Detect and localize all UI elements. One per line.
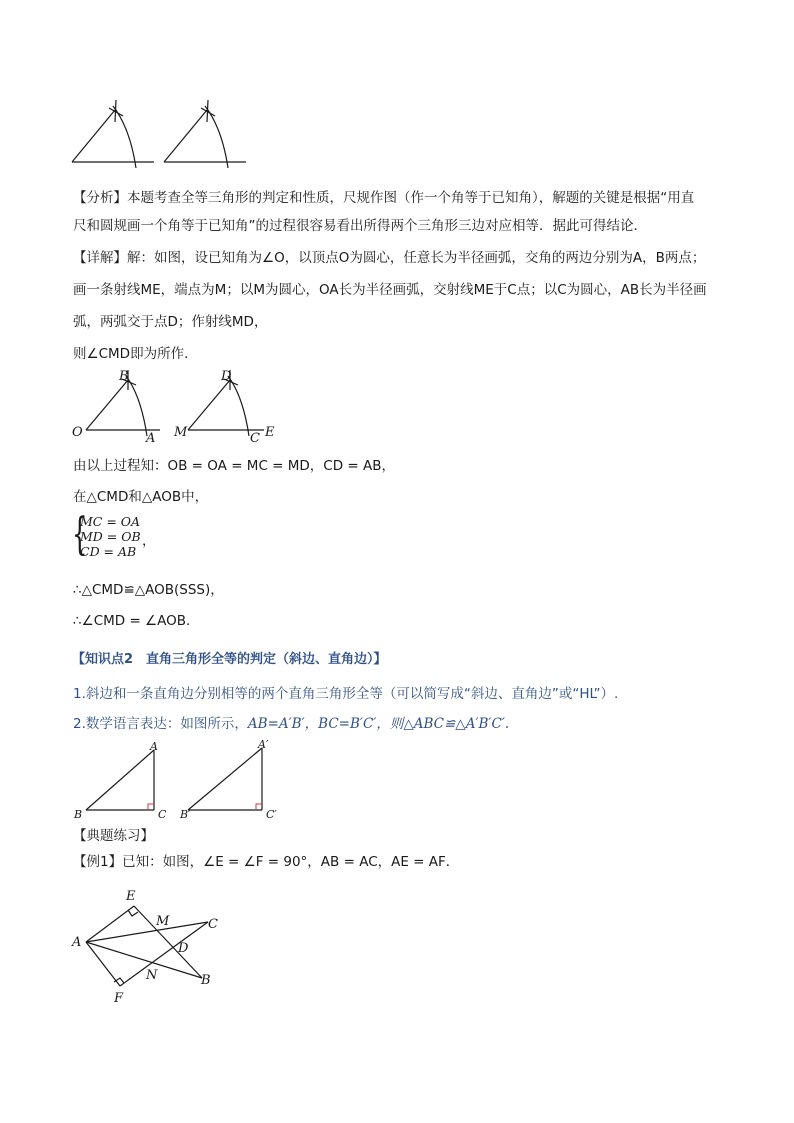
proof-line-congruent: ∴△CMD≌△AOB(SSS)， — [73, 582, 224, 598]
label-ex-A: A — [72, 935, 82, 950]
analysis-line-1: 【分析】本题考查全等三角形的判定和性质，尺规作图（作一个角等于已知角），解题的关键是根据“用直 — [73, 190, 695, 206]
detail-line-4: 则∠CMD即为所作． — [73, 346, 198, 362]
right-triangles-figure — [70, 738, 290, 824]
equation-system — [72, 509, 192, 563]
system-eq-1: MC = OA — [80, 514, 141, 529]
construction-figure-top — [68, 98, 258, 170]
label-tri-B2: B′ — [180, 808, 191, 821]
label-tri-C2: C′ — [266, 808, 277, 821]
label-B: B — [119, 369, 129, 384]
fig1-right-arc — [205, 106, 228, 168]
construction-figure-labeled — [68, 364, 288, 446]
knowledge-item-2-math: AB=A′B′，BC=B′C′，则△ABC≌△A′B′C′. — [247, 716, 510, 732]
label-ex-B: B — [201, 973, 211, 988]
label-tri-B: B — [74, 808, 83, 821]
label-A: A — [146, 431, 156, 446]
label-tri-C: C — [158, 808, 167, 821]
proof-line-angles: ∴∠CMD = ∠AOB． — [73, 613, 200, 629]
label-C: C — [250, 431, 260, 446]
label-ex-N: N — [146, 968, 158, 983]
right-angle-mark-C — [148, 804, 154, 810]
system-eq-3: CD = AB — [80, 544, 137, 559]
label-ex-F: F — [114, 991, 124, 1006]
knowledge-item-2 — [73, 714, 509, 734]
label-ex-C: C — [208, 917, 218, 932]
analysis-line-2: 尺和圆规画一个角等于已知角”的过程很容易看出所得两个三角形三边对应相等．据此可得结论． — [73, 218, 647, 234]
fig1-left-arc — [113, 106, 136, 168]
label-O: O — [72, 425, 83, 440]
fig1-right-ray — [164, 110, 207, 162]
label-E: E — [265, 425, 275, 440]
detail-line-3: 弧，两弧交于点D；作射线MD， — [73, 314, 268, 330]
detail-line-2: 画一条射线ME，端点为M；以M为圆心，OA长为半径画弧，交射线ME于C点；以C为圆心，AB长为半径画 — [73, 282, 707, 298]
right-angle-mark-C2 — [256, 804, 262, 810]
example-1-figure — [68, 880, 238, 1008]
knowledge-point-title: 【知识点2 直角三角形全等的判定（斜边、直角边）】 — [72, 652, 387, 667]
brace-symbol: { — [72, 509, 88, 560]
proof-line-2: 在△CMD和△AOB中， — [73, 489, 209, 505]
practice-heading: 【典题练习】 — [73, 828, 154, 844]
label-M: M — [174, 425, 188, 440]
label-ex-E: E — [126, 889, 136, 904]
fig1-left-ray — [72, 110, 115, 162]
knowledge-item-1: 1.斜边和一条直角边分别相等的两个直角三角形全等（可以简写成“斜边、直角边”或“HL”）. — [73, 686, 619, 702]
example-1-statement: 【例1】已知：如图，∠E = ∠F = 90°，AB = AC，AE = AF． — [73, 854, 460, 870]
system-suffix: ， — [142, 533, 156, 549]
proof-line-1: 由以上过程知：OB = OA = MC = MD，CD = AB， — [73, 458, 396, 474]
label-tri-A: A — [150, 740, 158, 753]
label-ex-M: M — [156, 914, 170, 929]
knowledge-item-2-prefix: 2.数学语言表达：如图所示， — [73, 716, 248, 732]
label-ex-D: D — [178, 941, 189, 956]
label-tri-A2: A′ — [258, 738, 269, 751]
label-D: D — [221, 369, 232, 384]
detail-line-1: 【详解】解：如图，设已知角为∠O，以顶点O为圆心，任意长为半径画弧，交角的两边分别为A，B两点； — [73, 250, 706, 266]
system-eq-2: MD = OB — [80, 529, 141, 544]
